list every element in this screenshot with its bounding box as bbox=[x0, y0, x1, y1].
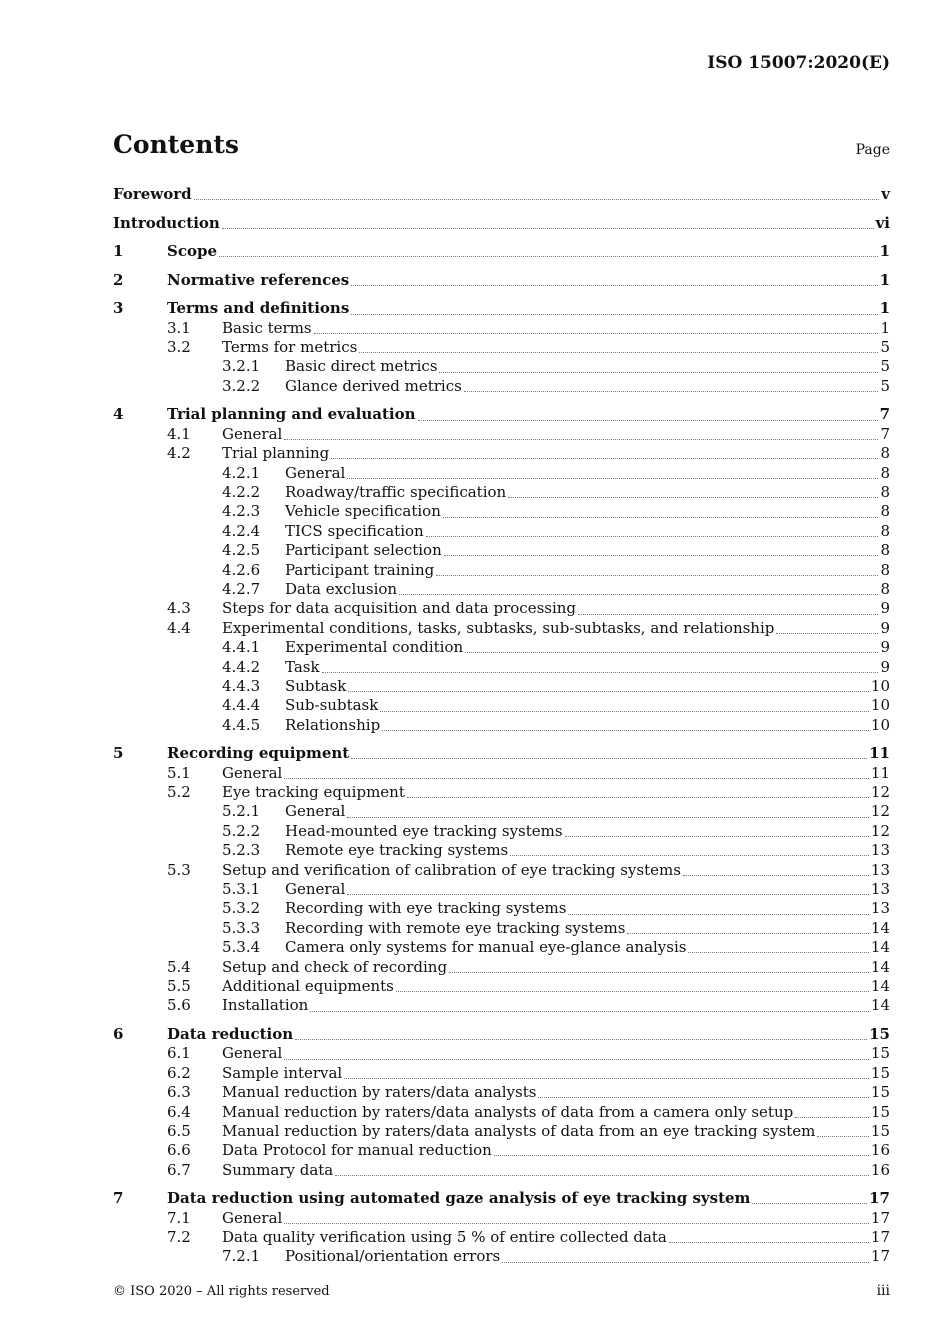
toc-leader-dots bbox=[407, 797, 869, 798]
toc-entry-page: 9 bbox=[880, 638, 890, 657]
toc-entry[interactable] bbox=[113, 561, 890, 580]
toc-entry-page: 17 bbox=[870, 1247, 890, 1266]
toc-leader-dots bbox=[795, 1117, 869, 1118]
toc-entry-number: 6.6 bbox=[167, 1141, 191, 1160]
toc-entry-number: 6.7 bbox=[167, 1160, 191, 1179]
toc-entry-title[interactable]: Data quality verification using 5 % of entire collected data bbox=[222, 1228, 667, 1247]
toc-entry[interactable] bbox=[113, 1122, 890, 1141]
toc-entry-page: 15 bbox=[870, 1063, 890, 1082]
toc-leader-dots bbox=[295, 1039, 867, 1040]
toc-entry-page: 7 bbox=[879, 405, 890, 424]
toc-entry-page: 7 bbox=[880, 424, 890, 443]
toc-entry-title[interactable]: Task bbox=[285, 657, 320, 676]
toc-entry-title[interactable]: Additional equipments bbox=[222, 976, 394, 995]
toc-entry-page: 1 bbox=[879, 270, 890, 289]
toc-leader-dots bbox=[348, 691, 869, 692]
toc-entry[interactable] bbox=[113, 425, 890, 444]
toc-entry-title[interactable]: General bbox=[222, 1208, 283, 1227]
toc-entry-page: 1 bbox=[879, 299, 890, 318]
toc-entry-page: 11 bbox=[869, 744, 890, 763]
toc-leader-dots bbox=[817, 1136, 868, 1137]
toc-entry-page: 13 bbox=[870, 880, 890, 899]
toc-entry-number: 3.2.1 bbox=[222, 357, 261, 376]
toc-entry-page: 5 bbox=[880, 376, 890, 395]
toc-entry-number: 4.4.1 bbox=[222, 638, 261, 657]
toc-entry-title[interactable]: Recording equipment bbox=[167, 744, 350, 763]
toc-entry[interactable] bbox=[113, 899, 890, 918]
toc-entry-number: 4.4.5 bbox=[222, 715, 261, 734]
toc-entry-number: 6.3 bbox=[167, 1083, 191, 1102]
toc-leader-dots bbox=[322, 672, 879, 673]
toc-entry-number: 7.2.1 bbox=[222, 1247, 261, 1266]
toc-entry[interactable] bbox=[113, 319, 890, 338]
toc-entry[interactable] bbox=[113, 185, 890, 204]
toc-entry-number: 5.2.3 bbox=[222, 841, 261, 860]
toc-entry-page: v bbox=[881, 185, 890, 203]
toc-leader-dots bbox=[627, 933, 868, 934]
toc-entry[interactable] bbox=[113, 377, 890, 396]
toc-leader-dots bbox=[436, 575, 878, 576]
toc-entry-number: 4.2 bbox=[167, 444, 191, 463]
toc-entry-number: 4.4.2 bbox=[222, 657, 261, 676]
toc-entry[interactable] bbox=[113, 299, 890, 318]
toc-entry-title[interactable]: Introduction bbox=[113, 213, 220, 232]
toc-entry-page: 10 bbox=[870, 696, 890, 715]
toc-entry-number: 7.1 bbox=[167, 1208, 191, 1227]
toc-entry[interactable] bbox=[113, 1189, 890, 1208]
toc-entry-page: 15 bbox=[870, 1083, 890, 1102]
toc-entry-number: 3.1 bbox=[167, 318, 191, 337]
toc-leader-dots bbox=[568, 914, 868, 915]
toc-entry-number: 3.2.2 bbox=[222, 376, 261, 395]
toc-leader-dots bbox=[347, 478, 878, 479]
toc-leader-dots bbox=[344, 1078, 869, 1079]
toc-leader-dots bbox=[347, 817, 869, 818]
toc-entry-page: 14 bbox=[870, 957, 890, 976]
toc-entry-page: 17 bbox=[869, 1189, 890, 1208]
toc-entry-number: 4.2.2 bbox=[222, 483, 261, 502]
toc-entry[interactable] bbox=[113, 242, 890, 261]
toc-entry-title[interactable]: Head-mounted eye tracking systems bbox=[285, 821, 563, 840]
toc-entry-number: 5.1 bbox=[167, 763, 191, 782]
contents-heading: Contents bbox=[113, 130, 240, 159]
toc-entry-number: 2 bbox=[113, 270, 124, 289]
toc-entry-title[interactable]: Positional/orientation errors bbox=[285, 1247, 501, 1266]
toc-entry-number: 6.2 bbox=[167, 1063, 191, 1082]
toc-entry-title[interactable]: General bbox=[222, 763, 283, 782]
toc-entry[interactable] bbox=[113, 1025, 890, 1044]
toc-entry[interactable] bbox=[113, 1064, 890, 1083]
toc-entry-number: 4.3 bbox=[167, 599, 191, 618]
toc-leader-dots bbox=[752, 1203, 867, 1204]
toc-entry-number: 6.5 bbox=[167, 1121, 191, 1140]
toc-entry[interactable] bbox=[113, 880, 890, 899]
toc-entry[interactable] bbox=[113, 716, 890, 735]
toc-entry[interactable] bbox=[113, 1103, 890, 1122]
toc-leader-dots bbox=[351, 285, 877, 286]
toc-entry-title[interactable]: Roadway/traffic specification bbox=[285, 483, 507, 502]
toc-entry-title[interactable]: Steps for data acquisition and data processing bbox=[222, 599, 577, 618]
toc-entry-page: 5 bbox=[880, 338, 890, 357]
toc-entry-title[interactable]: Installation bbox=[222, 996, 309, 1015]
toc-entry-title[interactable]: Basic terms bbox=[222, 318, 312, 337]
document-id: ISO 15007:2020(E) bbox=[707, 53, 890, 73]
toc-leader-dots bbox=[776, 633, 878, 634]
toc-leader-dots bbox=[351, 758, 867, 759]
toc-entry-title[interactable]: General bbox=[285, 802, 346, 821]
page-number: iii bbox=[876, 1283, 890, 1299]
toc-entry[interactable] bbox=[113, 444, 890, 463]
toc-leader-dots bbox=[439, 372, 878, 373]
toc-leader-dots bbox=[382, 730, 869, 731]
toc-entry-number: 5 bbox=[113, 744, 124, 763]
toc-entry[interactable] bbox=[113, 764, 890, 783]
toc-entry-title[interactable]: Participant training bbox=[285, 560, 435, 579]
toc-leader-dots bbox=[284, 1059, 869, 1060]
toc-entry-page: 12 bbox=[870, 783, 890, 802]
toc-entry[interactable] bbox=[113, 541, 890, 560]
toc-entry-number: 4.2.3 bbox=[222, 502, 261, 521]
toc-entry-page: 15 bbox=[869, 1024, 890, 1043]
toc-entry-title[interactable]: Eye tracking equipment bbox=[222, 783, 405, 802]
toc-entry-number: 4.4 bbox=[167, 618, 191, 637]
toc-entry-number: 1 bbox=[113, 242, 124, 261]
toc-leader-dots bbox=[443, 517, 879, 518]
toc-leader-dots bbox=[688, 952, 868, 953]
toc-leader-dots bbox=[508, 497, 878, 498]
toc-entry-number: 4 bbox=[113, 405, 124, 424]
toc-entry[interactable] bbox=[113, 502, 890, 521]
table-of-contents bbox=[113, 185, 890, 1267]
toc-entry[interactable] bbox=[113, 483, 890, 502]
toc-entry-page: 15 bbox=[870, 1102, 890, 1121]
toc-leader-dots bbox=[399, 594, 878, 595]
toc-entry-page: 17 bbox=[870, 1228, 890, 1247]
toc-entry-number: 7.2 bbox=[167, 1228, 191, 1247]
toc-leader-dots bbox=[314, 333, 879, 334]
toc-entry[interactable] bbox=[113, 1228, 890, 1247]
toc-entry-number: 5.4 bbox=[167, 957, 191, 976]
toc-leader-dots bbox=[284, 439, 878, 440]
toc-entry-page: 9 bbox=[880, 657, 890, 676]
toc-leader-dots bbox=[683, 875, 869, 876]
toc-entry-page: 12 bbox=[870, 821, 890, 840]
toc-entry-number: 4.4.4 bbox=[222, 696, 261, 715]
toc-leader-dots bbox=[510, 855, 869, 856]
toc-entry[interactable] bbox=[113, 580, 890, 599]
toc-entry-title[interactable]: Manual reduction by raters/data analysts of data from a camera only setup bbox=[222, 1102, 794, 1121]
toc-entry-number: 4.2.1 bbox=[222, 463, 261, 482]
toc-leader-dots bbox=[449, 972, 869, 973]
toc-entry[interactable] bbox=[113, 1083, 890, 1102]
toc-entry[interactable] bbox=[113, 1209, 890, 1228]
toc-entry-title[interactable]: Manual reduction by raters/data analysts bbox=[222, 1083, 537, 1102]
toc-leader-dots bbox=[335, 1175, 869, 1176]
toc-entry-title[interactable]: General bbox=[285, 880, 346, 899]
toc-entry-page: 10 bbox=[870, 715, 890, 734]
toc-entry-title[interactable]: Participant selection bbox=[285, 541, 442, 560]
toc-entry-title[interactable]: Data exclusion bbox=[285, 579, 398, 598]
toc-entry[interactable] bbox=[113, 338, 890, 357]
toc-entry-page: 17 bbox=[870, 1208, 890, 1227]
toc-entry[interactable] bbox=[113, 919, 890, 938]
toc-leader-dots bbox=[669, 1242, 869, 1243]
toc-entry-page: 15 bbox=[870, 1044, 890, 1063]
toc-entry-number: 3 bbox=[113, 299, 124, 318]
toc-entry-number: 5.5 bbox=[167, 976, 191, 995]
toc-leader-dots bbox=[351, 314, 877, 315]
copyright-notice: © ISO 2020 – All rights reserved bbox=[113, 1284, 330, 1299]
toc-entry-page: 8 bbox=[880, 579, 890, 598]
toc-entry[interactable] bbox=[113, 1161, 890, 1180]
toc-entry-page: 13 bbox=[870, 841, 890, 860]
toc-entry-title[interactable]: Terms and definitions bbox=[167, 299, 350, 318]
toc-entry-number: 6.1 bbox=[167, 1044, 191, 1063]
toc-entry-page: 8 bbox=[880, 463, 890, 482]
toc-entry-title[interactable]: Data reduction bbox=[167, 1024, 294, 1043]
toc-entry[interactable] bbox=[113, 271, 890, 290]
toc-entry[interactable] bbox=[113, 1247, 890, 1266]
toc-entry[interactable] bbox=[113, 677, 890, 696]
page-column-label: Page bbox=[855, 142, 890, 158]
toc-entry-number: 3.2 bbox=[167, 338, 191, 357]
toc-entry-title[interactable]: Basic direct metrics bbox=[285, 357, 438, 376]
toc-entry-title[interactable]: TICS specification bbox=[285, 521, 424, 540]
toc-entry-page: 9 bbox=[880, 618, 890, 637]
toc-entry[interactable] bbox=[113, 696, 890, 715]
toc-entry[interactable] bbox=[113, 841, 890, 860]
toc-leader-dots bbox=[359, 352, 878, 353]
toc-entry[interactable] bbox=[113, 619, 890, 638]
toc-entry-page: 14 bbox=[870, 996, 890, 1015]
toc-entry[interactable] bbox=[113, 357, 890, 376]
toc-entry-title[interactable]: Relationship bbox=[285, 715, 381, 734]
toc-entry[interactable] bbox=[113, 1044, 890, 1063]
toc-entry-page: 16 bbox=[870, 1160, 890, 1179]
toc-entry-title[interactable]: Recording with remote eye tracking systems bbox=[285, 918, 626, 937]
toc-entry-number: 5.3 bbox=[167, 860, 191, 879]
toc-entry-number: 5.2.1 bbox=[222, 802, 261, 821]
toc-entry-title[interactable]: Setup and verification of calibration of eye tracking systems bbox=[222, 860, 681, 879]
toc-entry-title[interactable]: Experimental condition bbox=[285, 638, 464, 657]
toc-entry-page: vi bbox=[875, 213, 890, 232]
toc-leader-dots bbox=[310, 1011, 869, 1012]
toc-leader-dots bbox=[219, 256, 878, 257]
toc-entry-number: 4.4.3 bbox=[222, 676, 261, 695]
toc-entry-page: 11 bbox=[870, 763, 890, 782]
toc-entry-title[interactable]: Terms for metrics bbox=[222, 338, 358, 357]
toc-entry[interactable] bbox=[113, 1141, 890, 1160]
toc-entry-number: 4.2.7 bbox=[222, 579, 261, 598]
toc-leader-dots bbox=[426, 536, 879, 537]
toc-entry-title[interactable]: Vehicle specification bbox=[285, 502, 441, 521]
toc-leader-dots bbox=[347, 894, 869, 895]
toc-entry-title[interactable]: Data Protocol for manual reduction bbox=[222, 1141, 492, 1160]
toc-entry-number: 4.2.4 bbox=[222, 521, 261, 540]
toc-entry-page: 10 bbox=[870, 676, 890, 695]
toc-entry-page: 13 bbox=[870, 899, 890, 918]
toc-entry-page: 12 bbox=[870, 802, 890, 821]
toc-entry-number: 4.2.6 bbox=[222, 560, 261, 579]
toc-leader-dots bbox=[464, 391, 879, 392]
toc-entry-number: 4.2.5 bbox=[222, 541, 261, 560]
toc-entry-title[interactable]: General bbox=[285, 463, 346, 482]
toc-leader-dots bbox=[380, 711, 869, 712]
toc-leader-dots bbox=[396, 991, 869, 992]
toc-entry[interactable] bbox=[113, 522, 890, 541]
toc-entry-number: 5.3.3 bbox=[222, 918, 261, 937]
toc-entry[interactable] bbox=[113, 464, 890, 483]
toc-entry-number: 5.2.2 bbox=[222, 821, 261, 840]
toc-entry-title[interactable]: Setup and check of recording bbox=[222, 957, 448, 976]
toc-entry-page: 9 bbox=[880, 599, 890, 618]
toc-entry-page: 8 bbox=[880, 521, 890, 540]
toc-leader-dots bbox=[465, 652, 878, 653]
toc-entry[interactable] bbox=[113, 996, 890, 1015]
toc-entry-page: 8 bbox=[880, 444, 890, 463]
toc-entry-number: 7 bbox=[113, 1189, 124, 1208]
toc-entry-title[interactable]: Remote eye tracking systems bbox=[285, 841, 509, 860]
toc-entry[interactable] bbox=[113, 861, 890, 880]
toc-entry-number: 6 bbox=[113, 1024, 124, 1043]
toc-entry-page: 14 bbox=[870, 976, 890, 995]
toc-leader-dots bbox=[284, 1223, 869, 1224]
toc-entry[interactable] bbox=[113, 638, 890, 657]
toc-entry-title[interactable]: Recording with eye tracking systems bbox=[285, 899, 567, 918]
toc-leader-dots bbox=[418, 420, 878, 421]
toc-entry-page: 8 bbox=[880, 502, 890, 521]
toc-entry-page: 14 bbox=[870, 918, 890, 937]
toc-entry-title[interactable]: Manual reduction by raters/data analysts of data from an eye tracking system bbox=[222, 1121, 816, 1140]
toc-entry[interactable] bbox=[113, 822, 890, 841]
toc-entry[interactable] bbox=[113, 405, 890, 424]
toc-entry[interactable] bbox=[113, 214, 890, 233]
toc-entry[interactable] bbox=[113, 802, 890, 821]
toc-leader-dots bbox=[565, 836, 869, 837]
toc-entry-page: 8 bbox=[880, 541, 890, 560]
toc-entry-title[interactable]: Sub-subtask bbox=[285, 696, 379, 715]
toc-entry-title[interactable]: Foreword bbox=[113, 185, 192, 203]
toc-entry-page: 5 bbox=[880, 357, 890, 376]
toc-entry-number: 5.6 bbox=[167, 996, 191, 1015]
toc-leader-dots bbox=[494, 1155, 869, 1156]
toc-entry-title[interactable]: General bbox=[222, 424, 283, 443]
toc-entry-number: 5.3.2 bbox=[222, 899, 261, 918]
toc-entry-page: 13 bbox=[870, 860, 890, 879]
toc-entry-title[interactable]: Summary data bbox=[222, 1160, 334, 1179]
toc-entry-page: 16 bbox=[870, 1141, 890, 1160]
toc-entry[interactable] bbox=[113, 938, 890, 957]
toc-entry-number: 5.2 bbox=[167, 783, 191, 802]
toc-entry-number: 5.3.1 bbox=[222, 880, 261, 899]
toc-entry-title[interactable]: Trial planning and evaluation bbox=[167, 405, 416, 424]
toc-entry[interactable] bbox=[113, 599, 890, 618]
toc-leader-dots bbox=[222, 228, 874, 229]
toc-entry[interactable] bbox=[113, 977, 890, 996]
toc-entry-page: 15 bbox=[870, 1121, 890, 1140]
toc-entry-title[interactable]: Experimental conditions, tasks, subtasks, sub-subtasks, and relationship bbox=[222, 618, 775, 637]
toc-entry-title[interactable]: General bbox=[222, 1044, 283, 1063]
toc-leader-dots bbox=[578, 614, 878, 615]
toc-entry-title[interactable]: Sample interval bbox=[222, 1063, 343, 1082]
toc-entry[interactable] bbox=[113, 658, 890, 677]
toc-entry-number: 5.3.4 bbox=[222, 938, 261, 957]
toc-entry-number: 4.1 bbox=[167, 424, 191, 443]
toc-entry-title[interactable]: Glance derived metrics bbox=[285, 376, 462, 395]
toc-entry-page: 8 bbox=[880, 483, 890, 502]
toc-entry-page: 1 bbox=[880, 318, 890, 337]
toc-entry[interactable] bbox=[113, 744, 890, 763]
toc-entry-page: 14 bbox=[870, 938, 890, 957]
toc-leader-dots bbox=[502, 1262, 869, 1263]
toc-entry-title[interactable]: Normative references bbox=[167, 270, 350, 289]
toc-entry[interactable] bbox=[113, 783, 890, 802]
toc-entry-title[interactable]: Trial planning bbox=[222, 444, 330, 463]
toc-entry-title[interactable]: Scope bbox=[167, 242, 218, 261]
toc-leader-dots bbox=[538, 1097, 868, 1098]
toc-entry-title[interactable]: Camera only systems for manual eye-glance analysis bbox=[285, 938, 687, 957]
toc-leader-dots bbox=[331, 458, 878, 459]
toc-entry-title[interactable]: Data reduction using automated gaze analysis of eye tracking system bbox=[167, 1189, 751, 1208]
toc-entry-page: 8 bbox=[880, 560, 890, 579]
toc-leader-dots bbox=[444, 555, 879, 556]
toc-entry-number: 6.4 bbox=[167, 1102, 191, 1121]
toc-leader-dots bbox=[284, 778, 869, 779]
toc-entry[interactable] bbox=[113, 958, 890, 977]
toc-entry-page: 1 bbox=[879, 242, 890, 261]
toc-leader-dots bbox=[194, 199, 880, 200]
toc-entry-title[interactable]: Subtask bbox=[285, 676, 347, 695]
